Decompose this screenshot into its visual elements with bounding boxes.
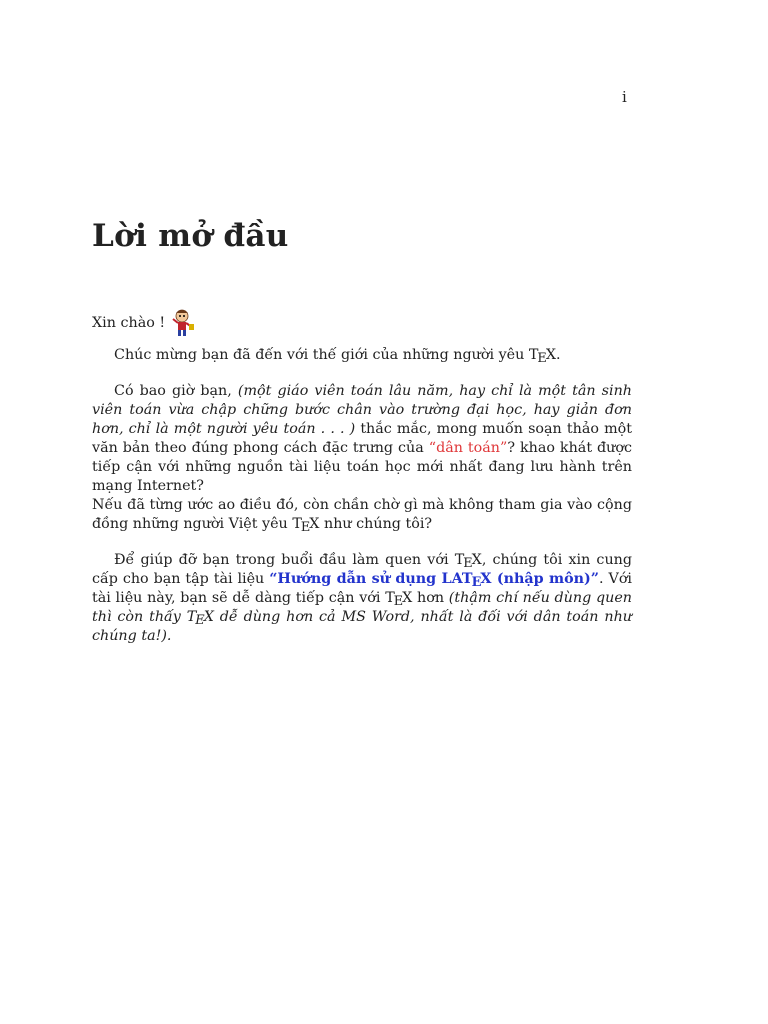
tex-logo: TEX [385,590,413,609]
latex-logo: LATEX [441,571,492,590]
chapter-title: Lời mở đầu [92,218,289,254]
italic-aside: (thậm chí nếu dùng quen thì còn thấy TEX dễ dùng hơn cả MS Word, nhất là đối với dân toán như chúng ta!). [92,590,633,644]
italic-aside: (một giáo viên toán lâu năm, hay chỉ là một tân sinh viên toán vừa chập chững bước chân vào trường đại học, hay giản đơn hơn, chỉ là một người yêu toán . . . ) [92,383,632,437]
paragraph-welcome: Chúc mừng bạn đã đến với thế giới của những người yêu TEX. [114,347,561,366]
greeting-text: Xin chào ! [92,314,166,331]
tex-logo: TEX [454,552,482,571]
paragraph-offer: Để giúp đỡ bạn trong buổi đầu làm quen với TEX, chúng tôi xin cung cấp cho bạn tập tài liệu “Hướng dẫn sử dụng LATEX (nhập môn)”. Với tài liệu này, bạn sẽ dễ dàng tiếp cận với TEX hơn (thậm chí nếu dùng quen thì còn thấy TEX dễ dùng hơn cả MS Word, nhất là đối với dân toán như chúng ta!). [92,552,633,644]
cartoon-figure-icon [170,308,196,338]
paragraph-question: Có bao giờ bạn, (một giáo viên toán lâu năm, hay chỉ là một tân sinh viên toán vừa chập chững bước chân vào trường đại học, hay giản đơn hơn, chỉ là một người yêu toán . . . ) thắc mắc, mong muốn soạn thảo một văn bản theo đúng phong cách đặc trưng của “dân toán”? khao khát được tiếp cận với những nguồn tài liệu toán học mới nhất đang lưu hành trên mạng Internet? [92,383,633,494]
tex-logo: TEX [292,516,320,535]
paragraph-invitation: Nếu đã từng ước ao điều đó, còn chần chờ gì mà không tham gia vào cộng đồng những người Việt yêu TEX như chúng tôi? [92,497,632,535]
page-number: i [622,88,627,106]
greeting-line [92,308,632,338]
document-body [92,308,632,646]
tex-logo: TEX [528,347,556,366]
document-title-link: “Hướng dẫn sử dụng LATEX (nhập môn)” [269,571,600,590]
highlight-dan-toan: “dân toán” [428,440,508,456]
